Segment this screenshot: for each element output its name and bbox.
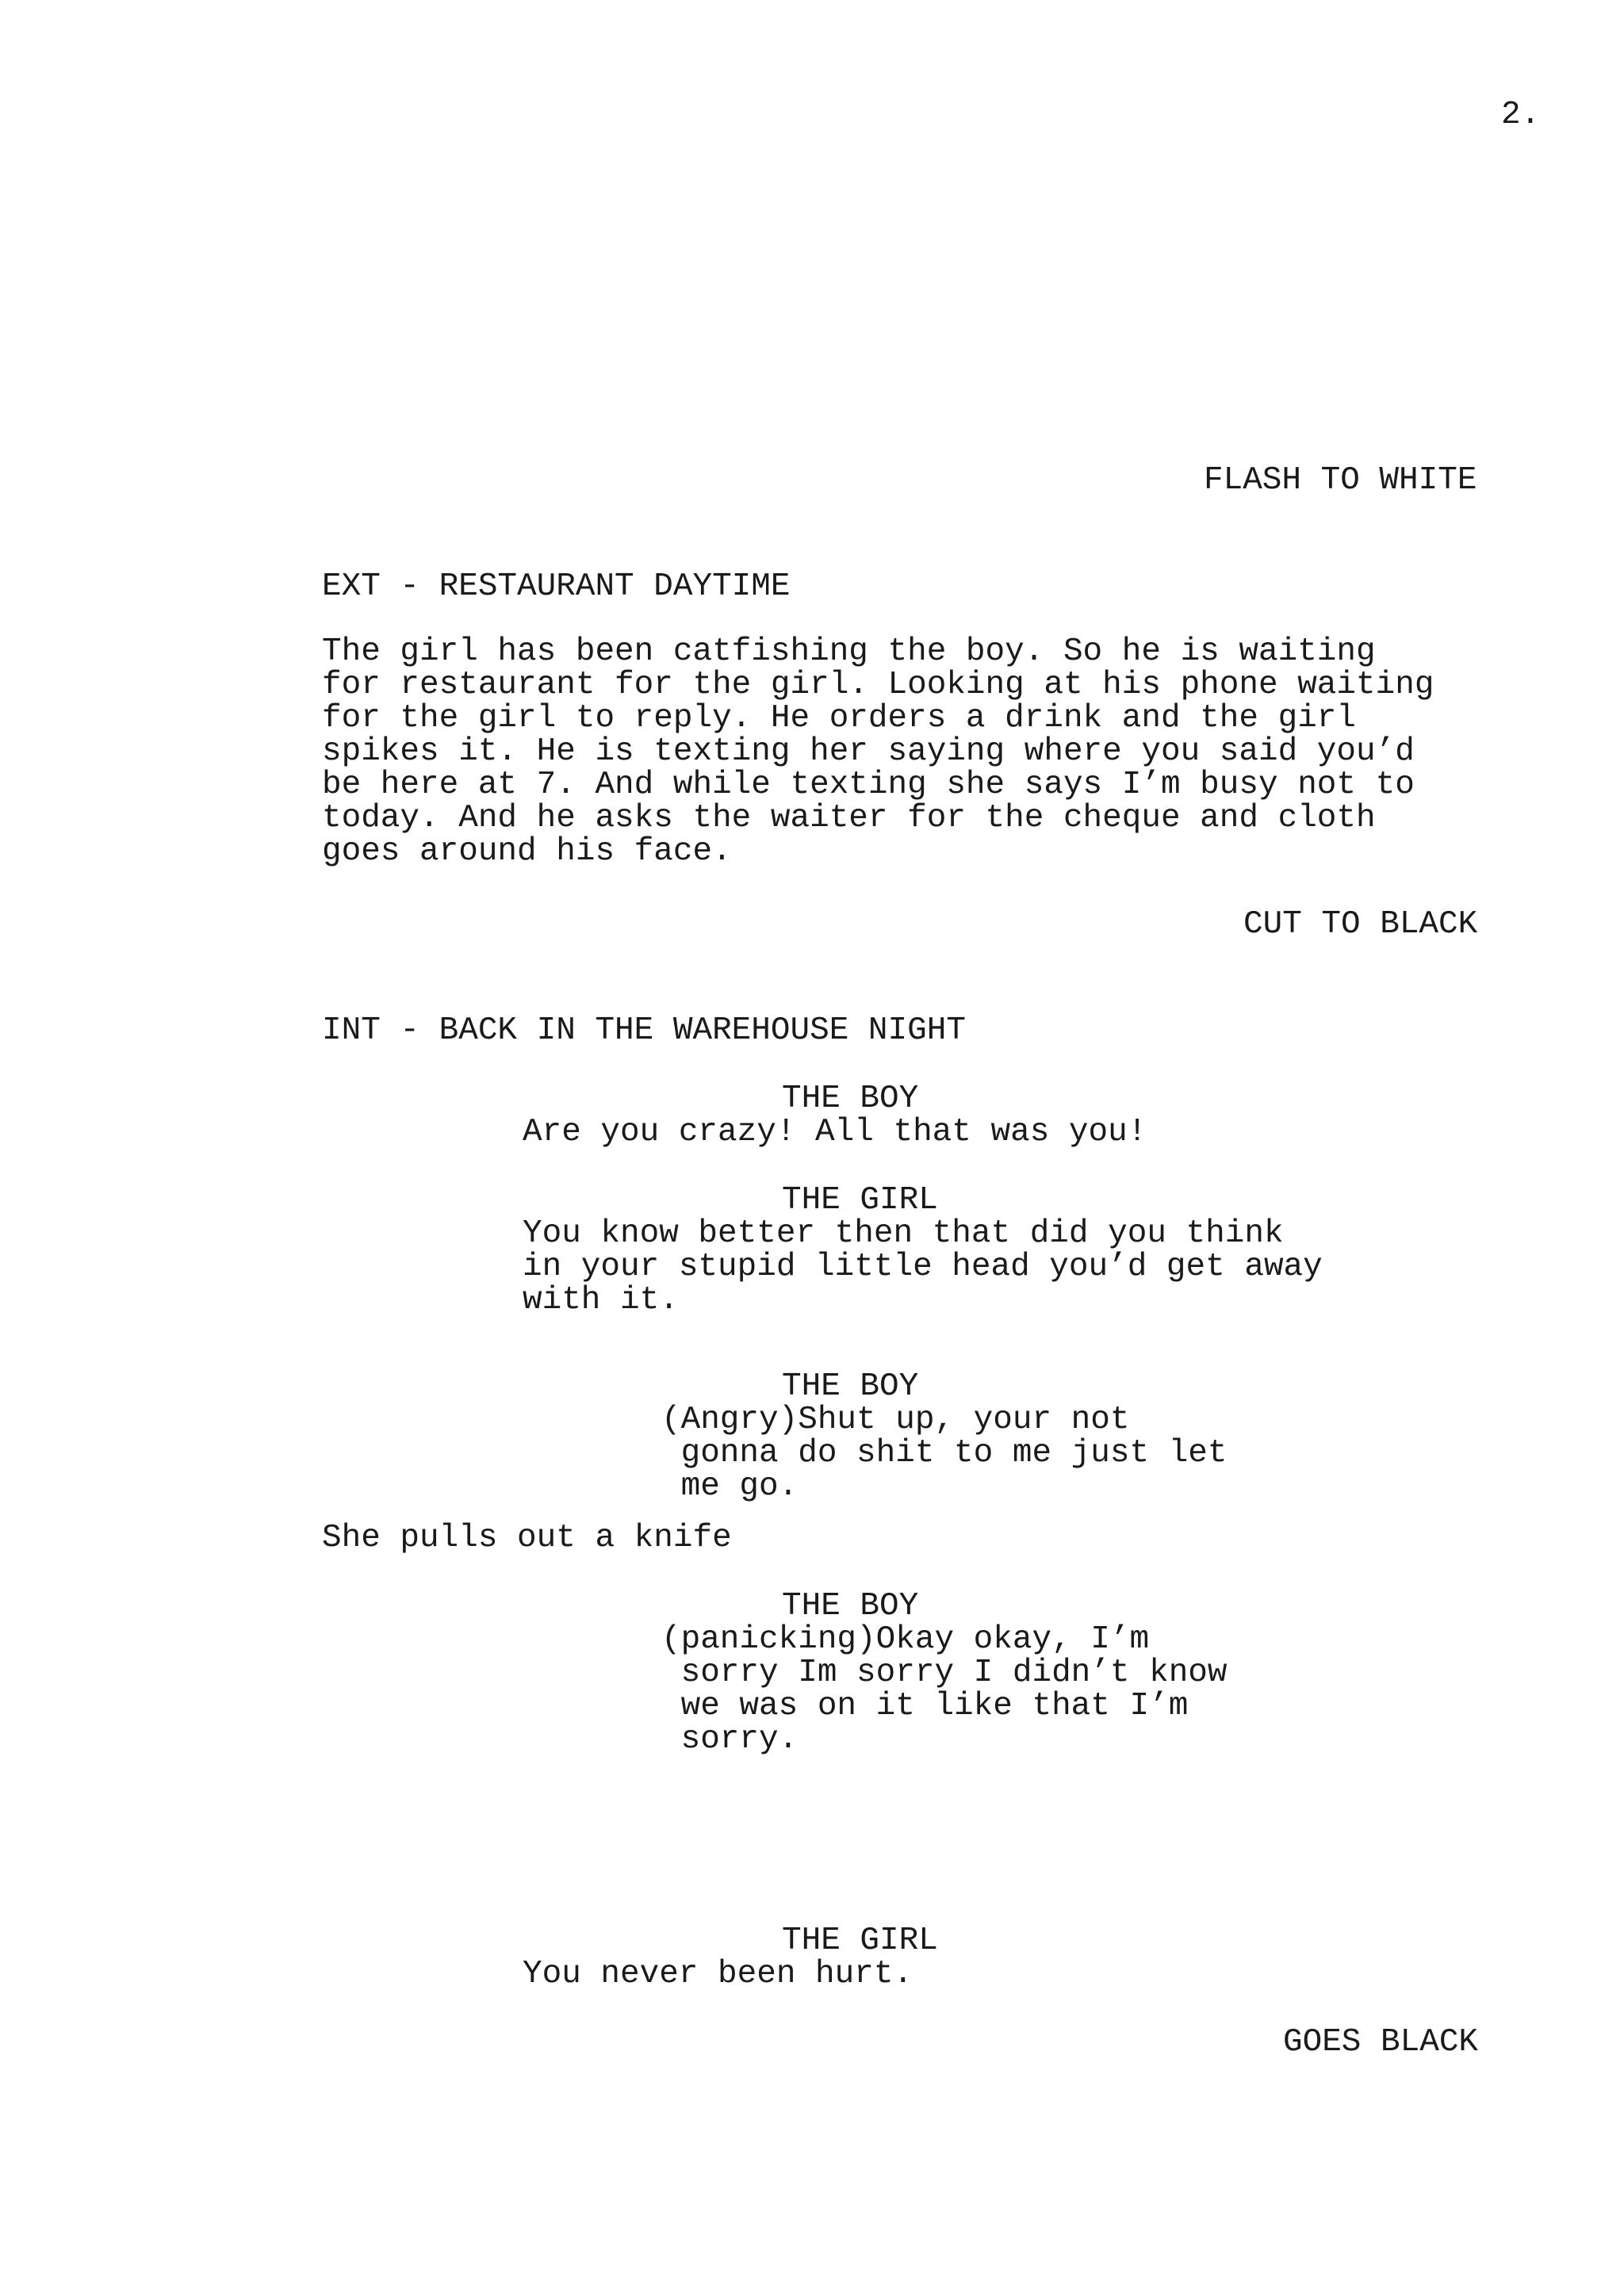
character-name: THE BOY [782,1081,919,1117]
action-line: for the girl to reply. He orders a drink and the girl [322,700,1357,737]
dialogue-line: You never been hurt. [523,1956,914,1992]
scene-heading-restaurant: EXT - RESTAURANT DAYTIME [322,568,791,605]
dialogue-line: in your stupid little head you’d get away [523,1249,1323,1285]
dialogue-block [661,1403,1228,1503]
action-line: goes around his face. [322,833,732,870]
action-line: be here at 7. And while texting she says I’m busy not to [322,767,1415,803]
dialogue-line: gonna do shit to me just let [661,1435,1228,1471]
dialogue-line: Are you crazy! All that was you! [523,1114,1147,1150]
action-line: The girl has been catfishing the boy. So he is waiting [322,633,1376,670]
dialogue-block [661,1623,1228,1756]
dialogue-block [523,1115,1147,1149]
transition-cut-to-black: CUT TO BLACK [1243,906,1478,943]
character-name: THE GIRL [782,1923,938,1959]
dialogue-block [523,1957,913,1991]
dialogue-line: sorry. [661,1721,799,1758]
action-paragraph-restaurant [322,635,1434,868]
transition-goes-black: GOES BLACK [1283,2024,1479,2061]
character-name: THE GIRL [782,1182,938,1219]
action-line-knife: She pulls out a knife [322,1520,732,1556]
dialogue-block [523,1217,1323,1317]
page-number: 2. [1501,97,1541,133]
character-name: THE BOY [782,1588,919,1624]
dialogue-line: You know better then that did you think [523,1215,1284,1252]
dialogue-line: me go. [661,1468,799,1505]
dialogue-line: (Angry)Shut up, your not [661,1402,1130,1438]
action-line: spikes it. He is texting her saying where you said you’d [322,733,1415,770]
dialogue-line: with it. [523,1282,679,1318]
transition-flash-to-white: FLASH TO WHITE [1204,462,1477,499]
action-line: for restaurant for the girl. Looking at his phone waiting [322,667,1434,703]
dialogue-line: we was on it like that I’m [661,1688,1189,1724]
scene-heading-warehouse: INT - BACK IN THE WAREHOUSE NIGHT [322,1012,966,1049]
dialogue-line: sorry Im sorry I didn’t know [661,1655,1228,1691]
action-line: today. And he asks the waiter for the cheque and cloth [322,800,1376,836]
dialogue-line: (panicking)Okay okay, I’m [661,1621,1150,1658]
character-name: THE BOY [782,1368,919,1405]
